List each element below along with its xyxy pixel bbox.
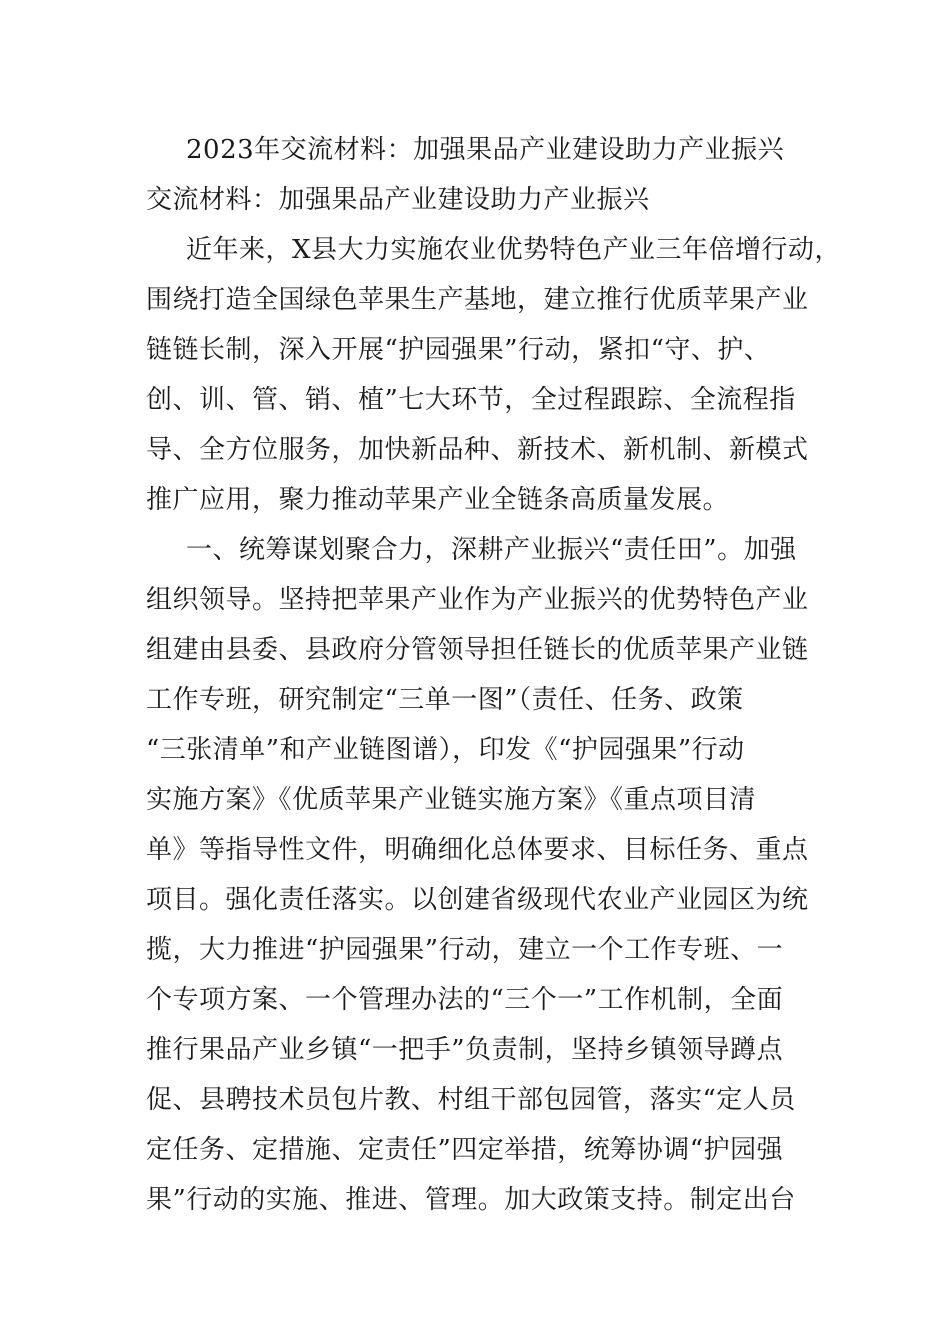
paragraph-line: 近年来，X县大力实施农业优势特色产业三年倍增行动， — [186, 235, 842, 265]
paragraph-line: 项目。强化责任落实。以创建省级现代农业产业园区为统 — [146, 885, 809, 915]
paragraph-line: 促、县聘技术员包片教、村组干部包园管，落实“定人员 — [146, 1085, 796, 1115]
paragraph-line: 个专项方案、一个管理办法的“三个一”工作机制，全面 — [146, 985, 784, 1015]
paragraph-line: 推广应用，聚力推动苹果产业全链条高质量发展。 — [146, 485, 730, 515]
paragraph-line: 果”行动的实施、推进、管理。加大政策支持。制定出台 — [146, 1185, 796, 1215]
paragraph-line: 围绕打造全国绿色苹果生产基地，建立推行优质苹果产业 — [146, 285, 809, 315]
paragraph-line: 定任务、定措施、定责任”四定举措，统筹协调“护园强 — [146, 1135, 784, 1165]
paragraph-line: 组织领导。坚持把苹果产业作为产业振兴的优势特色产业 — [146, 585, 809, 615]
paragraph-line: 单》等指导性文件，明确细化总体要求、目标任务、重点 — [146, 835, 809, 865]
paragraph-line: 链链长制，深入开展“护园强果”行动，紧扣“守、护、 — [146, 335, 771, 365]
paragraph-line: 创、训、管、销、植”七大环节，全过程跟踪、全流程指 — [146, 385, 796, 415]
paragraph-line: 组建由县委、县政府分管领导担任链长的优质苹果产业链 — [146, 635, 809, 665]
paragraph-line: 导、全方位服务，加快新品种、新技术、新机制、新模式 — [146, 435, 809, 465]
paragraph-line: 推行果品产业乡镇“一把手”负责制，坚持乡镇领导蹲点 — [146, 1035, 784, 1065]
paragraph-line: 一、统筹谋划聚合力，深耕产业振兴“责任田”。加强 — [186, 535, 797, 565]
paragraph-line: 揽，大力推进“护园强果”行动，建立一个工作专班、一 — [146, 935, 784, 965]
document-title: 2023年交流材料：加强果品产业建设助力产业振兴 — [186, 135, 785, 165]
paragraph-line: 实施方案》《优质苹果产业链实施方案》《重点项目清 — [146, 785, 757, 815]
paragraph-line: 工作专班，研究制定“三单一图”（责任、任务、政策 — [146, 685, 744, 715]
paragraph-line: “三张清单”和产业链图谱），印发《“护园强果”行动 — [146, 735, 745, 765]
document-subtitle: 交流材料：加强果品产业建设助力产业振兴 — [146, 185, 650, 215]
